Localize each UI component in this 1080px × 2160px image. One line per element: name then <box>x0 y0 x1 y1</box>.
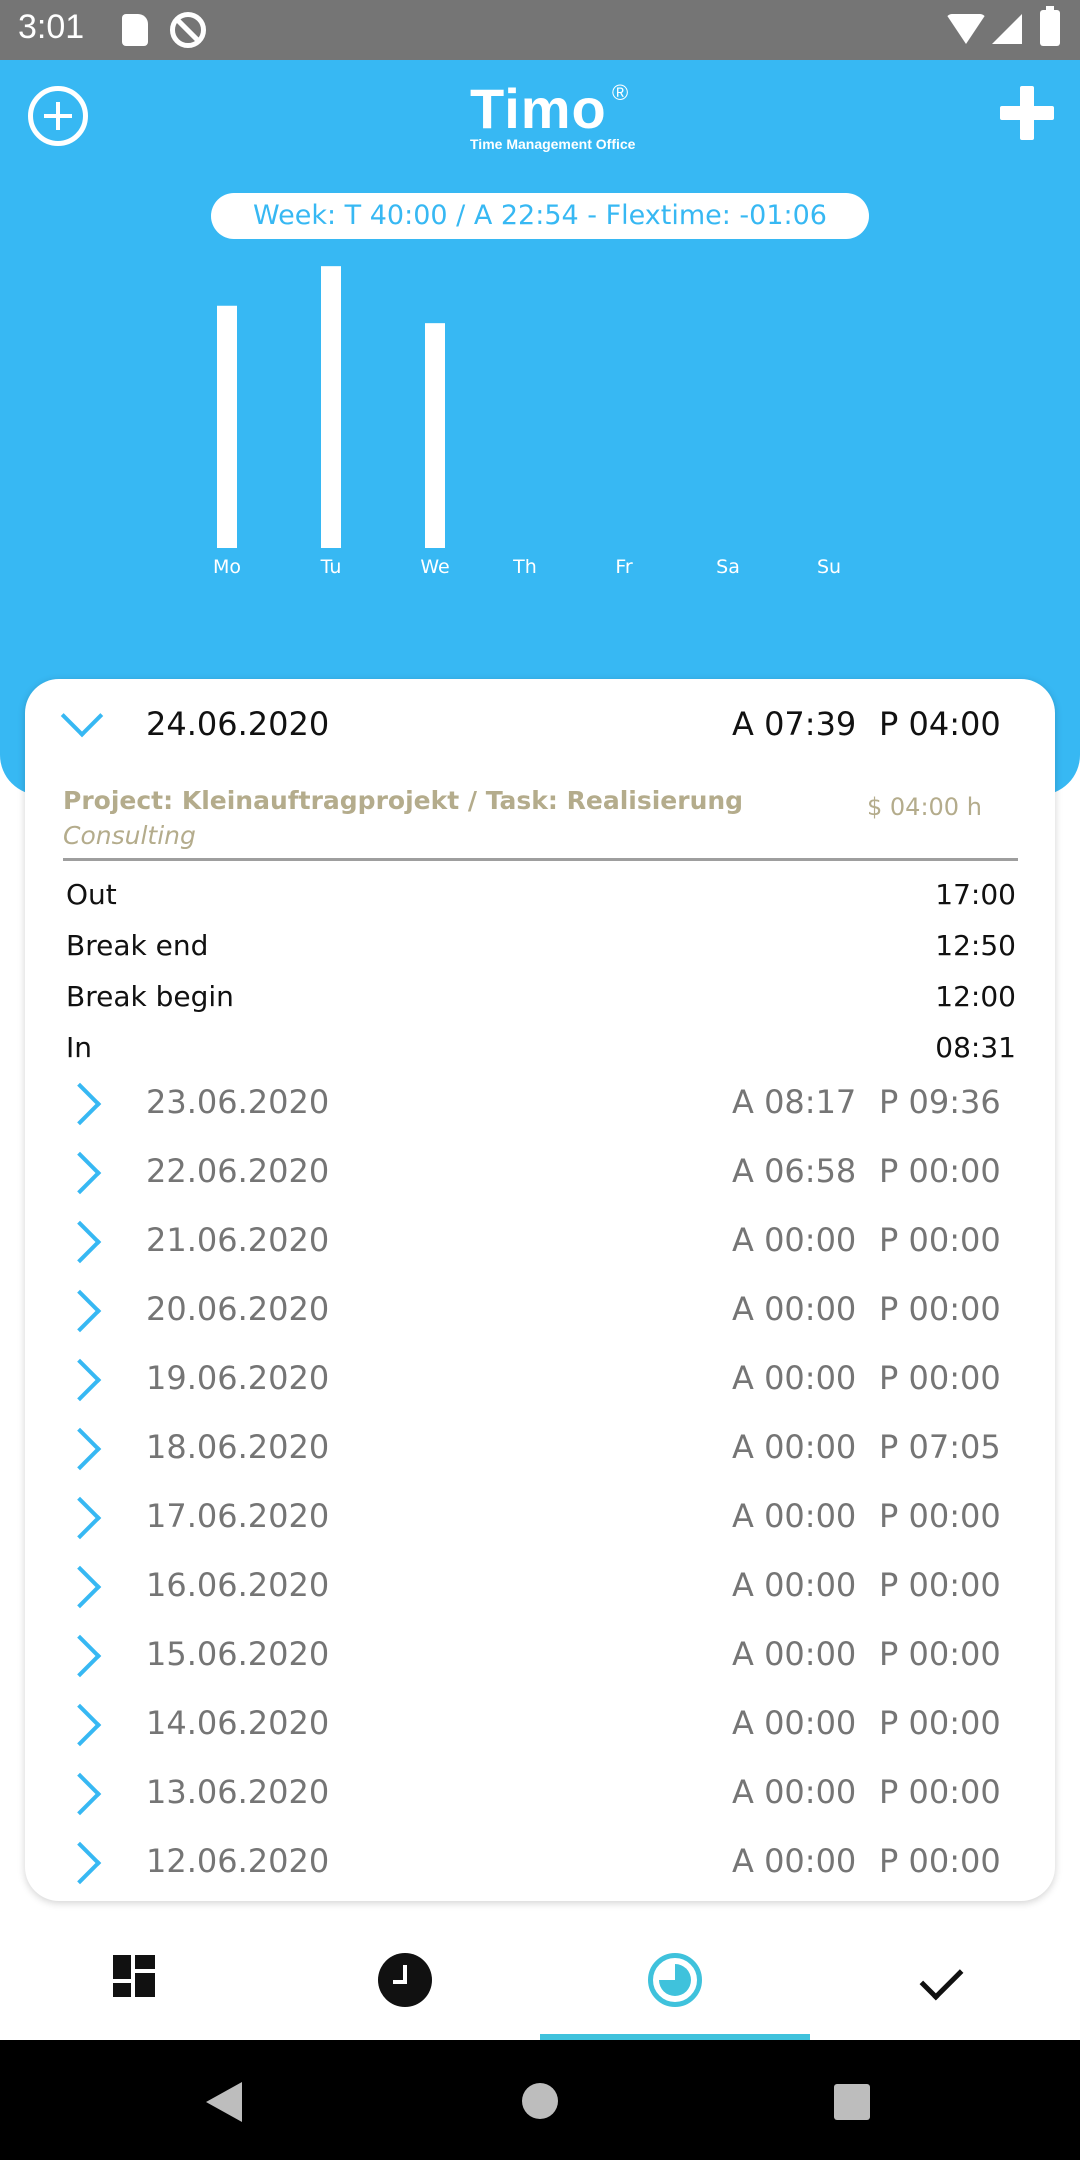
chevron-right-icon[interactable] <box>59 1566 101 1608</box>
chevron-right-icon[interactable] <box>59 1704 101 1746</box>
day-actual: A 00:00 <box>732 1290 857 1328</box>
tick-label-sa: Sa <box>716 556 740 578</box>
week-summary: Week: T 40:00 / A 22:54 - Flextime: -01:06 <box>211 193 869 239</box>
day-planned: P 00:00 <box>879 1773 1001 1811</box>
expanded-date: 24.06.2020 <box>146 705 330 743</box>
tick-label-fr: Fr <box>615 556 633 578</box>
nav-dashboard[interactable] <box>0 1915 270 2040</box>
day-date: 13.06.2020 <box>146 1773 330 1811</box>
day-actual: A 00:00 <box>732 1359 857 1397</box>
day-planned: P 07:05 <box>879 1428 1001 1466</box>
day-date: 12.06.2020 <box>146 1842 330 1880</box>
logo-registered: ® <box>612 80 629 105</box>
day-date: 23.06.2020 <box>146 1083 330 1121</box>
entry-time: 12:00 <box>935 980 1016 1013</box>
check-icon <box>920 1957 964 2001</box>
entry-label: Break begin <box>66 980 234 1013</box>
entry-label: Out <box>66 878 117 911</box>
day-actual: A 06:58 <box>732 1152 857 1190</box>
chevron-right-icon[interactable] <box>59 1635 101 1677</box>
day-row[interactable] <box>25 1207 1055 1276</box>
nav-clock[interactable] <box>270 1915 540 2040</box>
logo-subtitle: Time Management Office <box>470 136 636 152</box>
day-planned: P 00:00 <box>879 1359 1001 1397</box>
expanded-planned: P 04:00 <box>879 705 1001 743</box>
day-planned: P 00:00 <box>879 1221 1001 1259</box>
day-date: 21.06.2020 <box>146 1221 330 1259</box>
home-icon[interactable] <box>522 2083 558 2119</box>
day-date: 15.06.2020 <box>146 1635 330 1673</box>
day-planned: P 00:00 <box>879 1704 1001 1742</box>
bar-we <box>425 323 445 548</box>
day-planned: P 09:36 <box>879 1083 1001 1121</box>
chevron-right-icon[interactable] <box>59 1773 101 1815</box>
bar-tu <box>321 266 341 548</box>
time-chart-icon <box>648 1953 702 2007</box>
day-date: 19.06.2020 <box>146 1359 330 1397</box>
status-time: 3:01 <box>18 8 85 46</box>
chevron-right-icon[interactable] <box>59 1842 101 1884</box>
system-navigation-bar <box>0 2040 1080 2160</box>
tick-label-mo: Mo <box>212 556 242 578</box>
day-actual: A 00:00 <box>732 1773 857 1811</box>
day-row[interactable] <box>25 1483 1055 1552</box>
expanded-day-row[interactable] <box>25 679 1055 769</box>
dashboard-icon <box>113 1955 155 1997</box>
chevron-right-icon[interactable] <box>59 1428 101 1470</box>
chevron-right-icon[interactable] <box>59 1152 101 1194</box>
logo-text: Timo <box>470 77 607 140</box>
bar-mo <box>217 306 237 548</box>
expanded-actual: A 07:39 <box>732 705 857 743</box>
day-date: 22.06.2020 <box>146 1152 330 1190</box>
project-hours: $ 04:00 h <box>867 793 982 821</box>
clock-icon <box>378 1953 432 2007</box>
day-actual: A 00:00 <box>732 1221 857 1259</box>
day-row[interactable] <box>25 1276 1055 1345</box>
time-entry[interactable] <box>66 980 1016 1024</box>
day-actual: A 08:17 <box>732 1083 857 1121</box>
chevron-right-icon[interactable] <box>59 1083 101 1125</box>
day-actual: A 00:00 <box>732 1497 857 1535</box>
day-row[interactable] <box>25 1069 1055 1138</box>
time-entry[interactable] <box>66 878 1016 922</box>
day-planned: P 00:00 <box>879 1842 1001 1880</box>
entry-label: Break end <box>66 929 209 962</box>
tick-label-th: Th <box>513 556 537 578</box>
day-date: 14.06.2020 <box>146 1704 330 1742</box>
nav-time-chart[interactable] <box>540 1915 810 2040</box>
day-planned: P 00:00 <box>879 1152 1001 1190</box>
chevron-right-icon[interactable] <box>59 1497 101 1539</box>
activity-label: Consulting <box>63 821 196 850</box>
tick-label-tu: Tu <box>320 556 342 578</box>
entry-time: 17:00 <box>935 878 1016 911</box>
tick-label-su: Su <box>816 556 842 578</box>
tick-label-we: We <box>420 556 450 578</box>
chevron-right-icon[interactable] <box>59 1290 101 1332</box>
project-label: Project: Kleinauftragprojekt / Task: Realisierung <box>63 786 744 815</box>
day-planned: P 00:00 <box>879 1635 1001 1673</box>
day-date: 16.06.2020 <box>146 1566 330 1604</box>
divider <box>63 858 1018 861</box>
day-row[interactable] <box>25 1690 1055 1759</box>
day-date: 18.06.2020 <box>146 1428 330 1466</box>
day-actual: A 00:00 <box>732 1428 857 1466</box>
day-actual: A 00:00 <box>732 1635 857 1673</box>
day-list-card <box>25 679 1055 1901</box>
entry-time: 12:50 <box>935 929 1016 962</box>
time-entry[interactable] <box>66 929 1016 973</box>
day-row[interactable] <box>25 1828 1055 1897</box>
day-planned: P 00:00 <box>879 1290 1001 1328</box>
day-row[interactable] <box>25 1621 1055 1690</box>
day-actual: A 00:00 <box>732 1842 857 1880</box>
nav-check[interactable] <box>810 1915 1080 2040</box>
bottom-navigation <box>0 1915 1080 2040</box>
entry-label: In <box>66 1031 93 1064</box>
day-actual: A 00:00 <box>732 1566 857 1604</box>
day-planned: P 00:00 <box>879 1566 1001 1604</box>
day-row[interactable] <box>25 1345 1055 1414</box>
week-bar-chart <box>0 0 1080 600</box>
day-planned: P 00:00 <box>879 1497 1001 1535</box>
recent-apps-icon[interactable] <box>834 2084 870 2120</box>
day-row[interactable] <box>25 1759 1055 1828</box>
day-row[interactable] <box>25 1414 1055 1483</box>
day-date: 17.06.2020 <box>146 1497 330 1535</box>
chevron-down-icon[interactable] <box>61 695 103 737</box>
day-row[interactable] <box>25 1552 1055 1621</box>
chevron-right-icon[interactable] <box>59 1359 101 1401</box>
chevron-right-icon[interactable] <box>59 1221 101 1263</box>
entry-time: 08:31 <box>935 1031 1016 1064</box>
day-date: 20.06.2020 <box>146 1290 330 1328</box>
day-actual: A 00:00 <box>732 1704 857 1742</box>
back-icon[interactable] <box>206 2082 242 2122</box>
day-row[interactable] <box>25 1138 1055 1207</box>
